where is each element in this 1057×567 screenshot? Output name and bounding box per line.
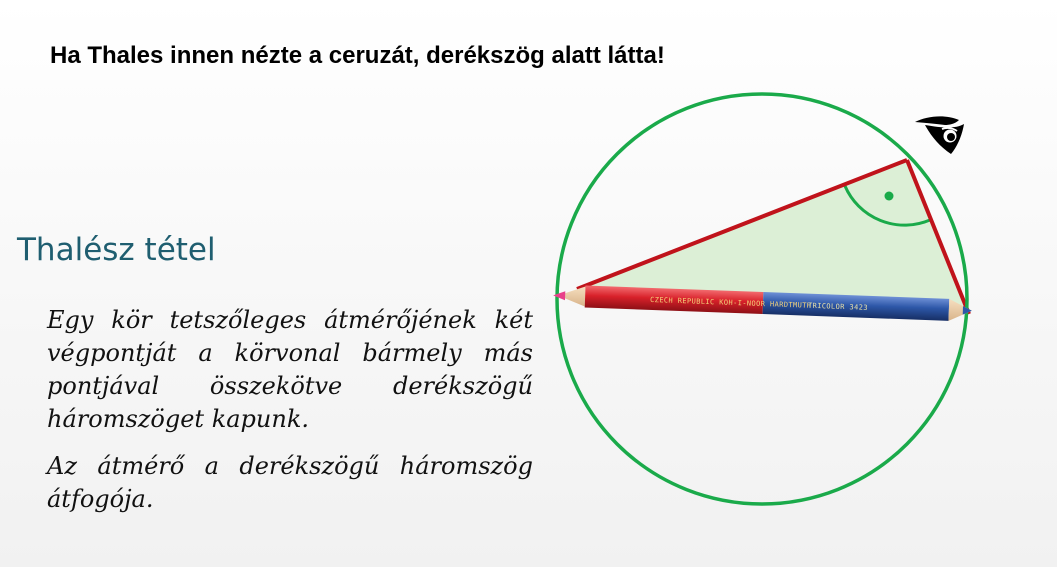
pencil-print-blue: TRICOLOR 3423 [807,301,869,312]
theorem-paragraph-1: Egy kör tetszőleges átmérőjének két végpontját a körvonal bármely más pontjával összekötve derékszögű háromszöget kapunk. [47,306,533,433]
right-angle-dot [885,192,894,201]
section-title: Thalész tétel [17,232,216,268]
headline: Ha Thales innen nézte a ceruzát, derékszög alatt látta! [50,42,665,69]
eye-icon [915,116,964,154]
theorem-paragraph-2: Az átmérő a derékszögű háromszög átfogója. [47,452,533,513]
pencil-print-red: CZECH REPUBLIC KOH-I-NOOR HARDTMUTH [649,295,812,310]
